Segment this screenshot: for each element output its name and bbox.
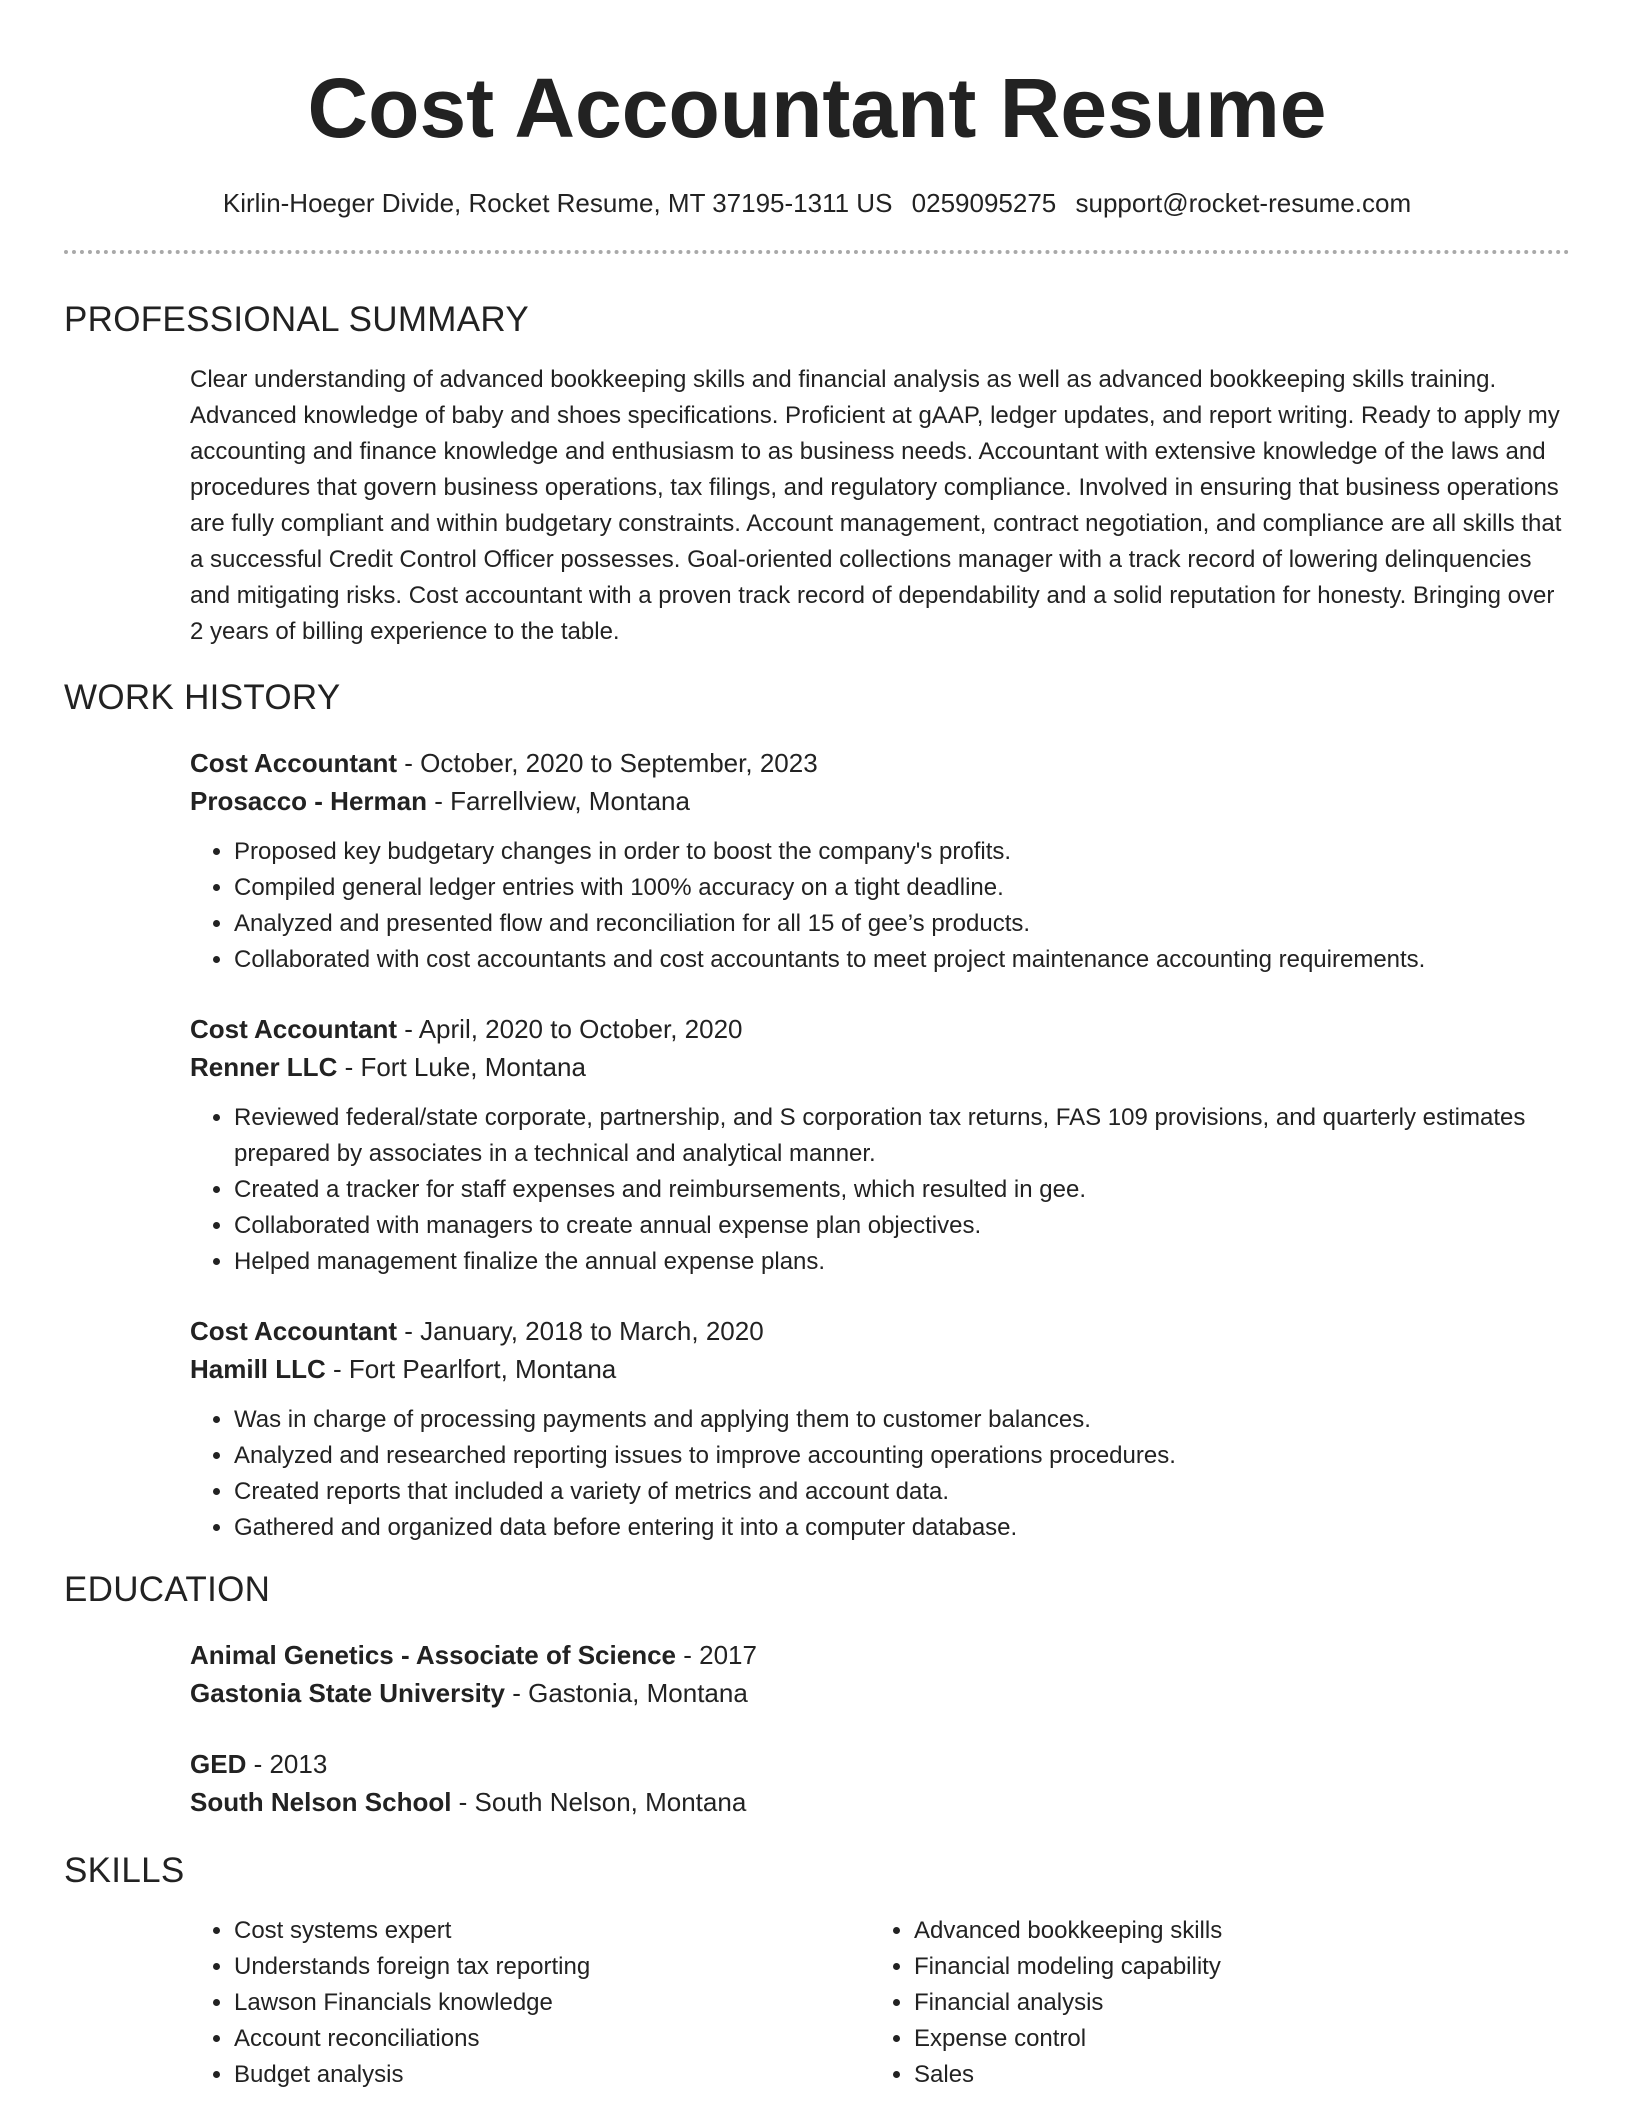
job-title-line — [190, 1010, 1570, 1048]
education-list — [190, 1636, 1570, 1821]
job-company-line — [190, 1350, 1570, 1388]
job-company: Hamill LLC — [190, 1354, 326, 1384]
education-location: - Gastonia, Montana — [505, 1678, 748, 1708]
education-school-line — [190, 1674, 1570, 1712]
education-year: - 2013 — [246, 1749, 328, 1779]
skill-item: • Account reconciliations — [234, 2021, 870, 2057]
job-company-line — [190, 782, 1570, 820]
education-degree-line — [190, 1636, 1570, 1674]
education-school: South Nelson School — [190, 1787, 452, 1817]
job-entry — [190, 1010, 1570, 1280]
job-title: Cost Accountant — [190, 1316, 398, 1346]
job-title-line — [190, 744, 1570, 782]
list-item: • Helped management finalize the annual expense plans. — [234, 1244, 1570, 1280]
page-title: Cost Accountant Resume — [307, 61, 1327, 155]
job-location: - Fort Pearlfort, Montana — [325, 1354, 617, 1384]
list-item: • Gathered and organized data before entering it into a computer database. — [234, 1510, 1570, 1546]
contact-line — [64, 186, 1570, 220]
job-bullets — [190, 1402, 1570, 1546]
job-dates: - April, 2020 to October, 2020 — [397, 1014, 743, 1044]
contact-address: Kirlin-Hoeger Divide, Rocket Resume, MT 37195-1311 US — [222, 188, 893, 218]
job-title-line — [190, 1312, 1570, 1350]
job-dates: - October, 2020 to September, 2023 — [397, 748, 818, 778]
summary-heading: PROFESSIONAL SUMMARY — [64, 300, 529, 339]
job-entry — [190, 1312, 1570, 1546]
skill-item: • Financial modeling capability — [914, 1949, 1534, 1985]
job-company-line — [190, 1048, 1570, 1086]
list-item: • Collaborated with managers to create annual expense plan objectives. — [234, 1208, 1570, 1244]
list-item: • Created reports that included a variety of metrics and account data. — [234, 1474, 1570, 1510]
skill-item: • Expense control — [914, 2021, 1534, 2057]
skill-item: • Cost systems expert — [234, 1913, 870, 1949]
list-item: • Created a tracker for staff expenses and reimbursements, which resulted in gee. — [234, 1172, 1570, 1208]
skill-item: • Advanced bookkeeping skills — [914, 1913, 1534, 1949]
list-item: • Collaborated with cost accountants and cost accountants to meet project maintenance accounting requirements. — [234, 942, 1570, 978]
education-entry — [190, 1745, 1570, 1821]
skills-column-right — [870, 1913, 1534, 2093]
education-degree: Animal Genetics - Associate of Science — [190, 1640, 676, 1670]
education-entry — [190, 1636, 1570, 1712]
list-item: • Analyzed and presented flow and reconciliation for all 15 of gee’s products. — [234, 906, 1570, 942]
work-history-list — [190, 744, 1570, 1546]
contact-email[interactable]: support@rocket-resume.com — [1075, 188, 1412, 218]
education-degree-line — [190, 1745, 1570, 1783]
skill-item: • Sales — [914, 2057, 1534, 2093]
header-divider — [64, 250, 1570, 254]
list-item: • Proposed key budgetary changes in order to boost the company's profits. — [234, 834, 1570, 870]
list-item: • Analyzed and researched reporting issues to improve accounting operations procedures. — [234, 1438, 1570, 1474]
skill-item: • Budget analysis — [234, 2057, 870, 2093]
skills-grid — [190, 1913, 1570, 2093]
job-bullets — [190, 1100, 1570, 1280]
job-title: Cost Accountant — [190, 1014, 398, 1044]
skills-heading: SKILLS — [64, 1851, 185, 1890]
job-entry — [190, 744, 1570, 978]
education-school: Gastonia State University — [190, 1678, 505, 1708]
skill-item: • Understands foreign tax reporting — [234, 1949, 870, 1985]
skill-item: • Lawson Financials knowledge — [234, 1985, 870, 2021]
resume-page — [64, 0, 1570, 2093]
education-location: - South Nelson, Montana — [451, 1787, 747, 1817]
job-dates: - January, 2018 to March, 2020 — [397, 1316, 764, 1346]
job-company: Prosacco - Herman — [190, 786, 427, 816]
work-history-heading: WORK HISTORY — [64, 678, 341, 717]
summary-text: Clear understanding of advanced bookkeeping skills and financial analysis as well as advanced bookkeeping skills training. Advanced knowledge of baby and shoes specifications. Proficient at gAAP, ledger updates, and report writing. Ready to apply my accounting and finance knowledge and enthusiasm to as business needs. Accountant with extensive knowledge of the laws and procedures that govern business operations, tax filings, and regulatory compliance. Involved in ensuring that business operations are fully compliant and within budgetary constraints. Account management, contract negotiation, and compliance are all skills that a successful Credit Control Officer possesses. Goal-oriented collections manager with a track record of lowering delinquencies and mitigating risks. Cost accountant with a proven track record of dependability and a solid reputation for honesty. Bringing over 2 years of billing experience to the table. — [190, 366, 1562, 645]
education-degree: GED — [190, 1749, 247, 1779]
education-year: - 2017 — [676, 1640, 757, 1670]
list-item: • Compiled general ledger entries with 100% accuracy on a tight deadline. — [234, 870, 1570, 906]
job-bullets — [190, 834, 1570, 978]
education-heading: EDUCATION — [64, 1570, 271, 1609]
education-school-line — [190, 1783, 1570, 1821]
job-location: - Fort Luke, Montana — [337, 1052, 586, 1082]
job-company: Renner LLC — [190, 1052, 338, 1082]
skills-column-left — [190, 1913, 870, 2093]
skill-item: • Financial analysis — [914, 1985, 1534, 2021]
list-item: • Was in charge of processing payments and applying them to customer balances. — [234, 1402, 1570, 1438]
job-title: Cost Accountant — [190, 748, 398, 778]
list-item: • Reviewed federal/state corporate, partnership, and S corporation tax returns, FAS 109 provisions, and quarterly estimates prepared by associates in a technical and analytical manner. — [234, 1100, 1570, 1172]
job-location: - Farrellview, Montana — [426, 786, 690, 816]
contact-phone[interactable]: 0259095275 — [911, 188, 1057, 218]
